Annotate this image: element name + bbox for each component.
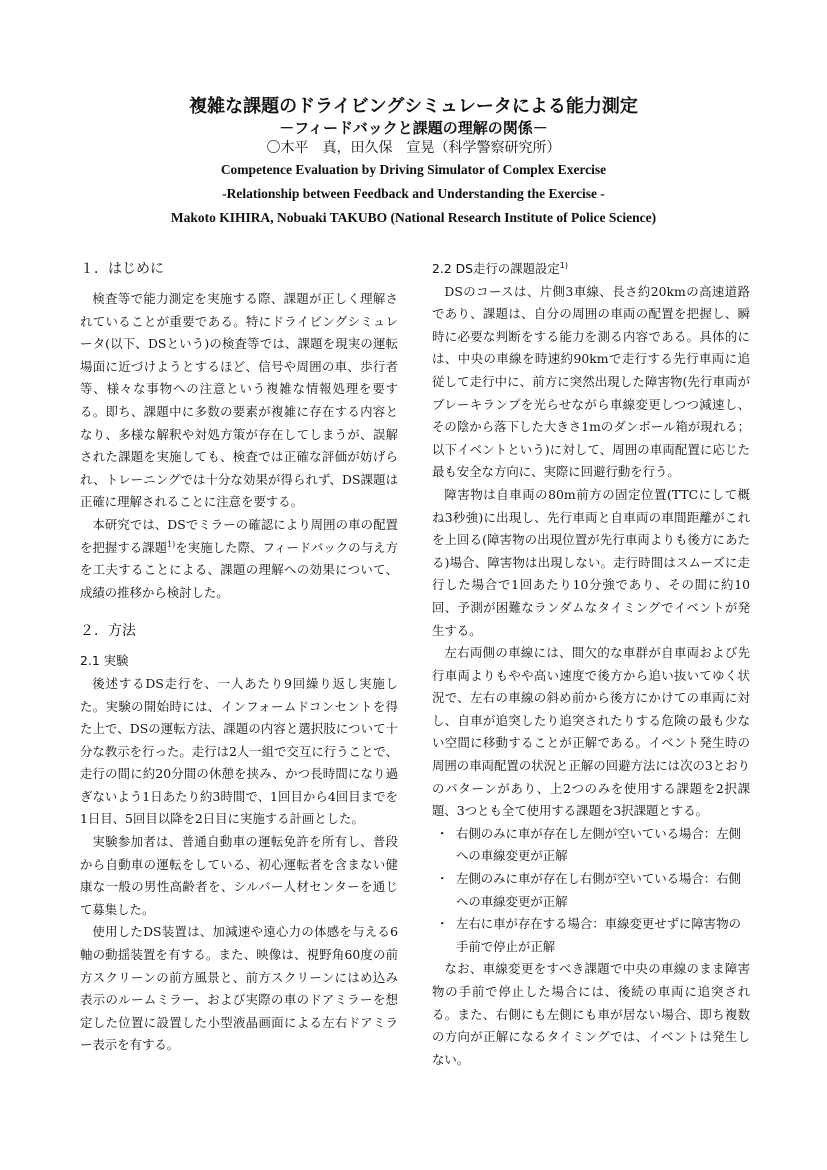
pattern-list [432, 823, 750, 959]
intro-paragraph-2 [80, 514, 398, 604]
ds-task-paragraph-1: DSのコースは、片側3車線、長さ約20kmの高速道路であり、課題は、自分の周囲の車両の配置を把握し、瞬時に必要な判断をする能力を測る内容である。具体的には、中央の車線を時速約90kmで走行する先行車両に追従して走行中に、前方に突然出現した障害物(先行車両がブレーキランプを光らせながら車線変更しつつ減速し、その陰から落下した大きさ1mのダンボール箱が現れる；以下イベントという)に対して、周囲の車両配置に応じた最も安全な方向に、実際に回避行動を行う。 [432, 283, 750, 480]
experiment-paragraph-3: 使用したDS装置は、加減速や遠心力の体感を与える6軸の動揺装置を有する。また、映像は、視野角60度の前方スクリーンの前方風景と、前方スクリーンにはめ込み表示のルームミラー、および実際の車のドアミラーを想定した位置に設置した小型液晶画面による左右ドアミラー表示を有する。 [80, 924, 398, 1053]
bullet-marker: ・ [436, 825, 449, 841]
intro-paragraph-2-text-b: を実施した際、フィードバックの与え方を工夫することによる、課題の理解への効果について、成績の推移から検討した。 [80, 539, 399, 600]
ds-task-paragraph-2: 障害物は自車両の80m前方の固定位置(TTCにして概ね3秒強)に出現し、先行車両と自車両の車間距離がこれを上回る(障害物の出現位置が先行車両よりも後方にあたる)場合、障害物は出現しない。走行時間はスムーズに走行した場合で1回あたり10分強であり、その間に約10回、予測が困難なランダムなタイミングでイベントが発生する。 [432, 486, 750, 638]
paper-title-en: Competence Evaluation by Driving Simulator of Complex Exercise [220, 162, 607, 177]
citation-marker: 1) [167, 539, 176, 549]
section-heading-introduction: １．はじめに [80, 261, 164, 277]
right-column [432, 258, 750, 1071]
section-heading-method: ２．方法 [80, 623, 136, 640]
ds-task-paragraph-3: 左右両側の車線には、間欠的な車群が自車両および先行車両よりもやや高い速度で後方から追い抜いてゆく状況で、左右の車線の斜め前から後方にかけての車両に対し、自車が追突したり追突されたりする危険の最も少ない空間に移動することが正解である。イベント発生時の周囲の車両配置の状況と正解の回避方法には次の3とおりのパターンがあり、上2つのみを使用する課題を2択課題、3つとも全て使用する課題を3択課題とする。 [432, 645, 750, 819]
bullet-marker: ・ [436, 916, 449, 932]
citation-marker: 1) [559, 260, 569, 270]
ds-task-paragraph-4: なお、車線変更をすべき課題で中央の車線のまま障害物の手前で停止した場合には、後続の車両に追突される。また、右側にも左側にも車が居ない場合、即ち複数の方向が正解になるタイミングでは、イベントは発生しない。 [432, 961, 750, 1067]
left-column [80, 258, 398, 1057]
experiment-paragraph-2: 実験参加者は、普通自動車の運転免許を所有し、普段から自動車の運転をしている、初心運転者を含まない健康な一般の男性高齢者を、シルバー人材センターを通じて募集した。 [80, 834, 398, 917]
subsection-heading-ds-task [432, 258, 750, 281]
bullet-marker: ・ [436, 871, 449, 887]
authors-jp: 〇木平 真，田久保 宣晃（科学警察研究所） [266, 140, 561, 156]
subsection-heading-ds-task-text: 2.2 DS走行の課題設定 [432, 261, 560, 276]
paper-subtitle-en: -Relationship between Feedback and Understanding the Exercise - [222, 186, 605, 201]
authors-en: Makoto KIHIRA, Nobuaki TAKUBO (National Research Institute of Police Science) [170, 210, 657, 225]
list-item [432, 823, 750, 868]
intro-paragraph-1: 検査等で能力測定を実施する際、課題が正しく理解されていることが重要である。特にドライビングシミュレータ(以下、DSという)の検査等では、課題を現実の運転場面に近づけようとするほど、信号や周囲の車、歩行者等、様々な事物への注意という複雑な情報処理を要する。即ち、課題中に多数の要素が複雑に存在する内容となり、多様な解釈や対処方策が存在してしまうが、誤解された課題を実施しても、検査では正確な評価が妨げられ、トレーニングでは十分な効果が得られず、DS課題は正確に理解されることに注意を要する。 [80, 291, 398, 510]
paper-subtitle-jp: －フィードバックと課題の理解の関係－ [279, 119, 548, 137]
list-item-text: 左右に車が存在する場合：車線変更せずに障害物の手前で停止が正解 [456, 916, 741, 954]
list-item-text: 左側のみに車が存在し右側が空いている場合：右側への車線変更が正解 [456, 871, 741, 909]
list-item [432, 868, 750, 913]
paper-header [0, 96, 827, 230]
intro-paragraph-2-text-a: 本研究では、DSでミラーの確認により周囲の車の配置を把握する課題 [80, 516, 398, 555]
list-item-text: 右側のみに車が存在し左側が空いている場合：左側への車線変更が正解 [456, 825, 741, 864]
experiment-paragraph-1: 後述するDS走行を、一人あたり9回繰り返し実施した。実験の開始時には、インフォームドコンセントを得た上で、DSの運転方法、課題の内容と選択肢について十分な教示を行った。走行は2人一組で交互に行うことで、走行の間に約20分間の休憩を挟み、かつ長時間になり過ぎないよう1日あたり約3時間で、1回目から4回目までを1日目、5回目以降を2日目に実施する計画とした。 [80, 675, 398, 827]
subsection-heading-experiment: 2.1 実験 [80, 653, 129, 669]
list-item [432, 913, 750, 958]
paper-title-jp: 複雑な課題のドライビングシミュレータによる能力測定 [189, 96, 638, 117]
